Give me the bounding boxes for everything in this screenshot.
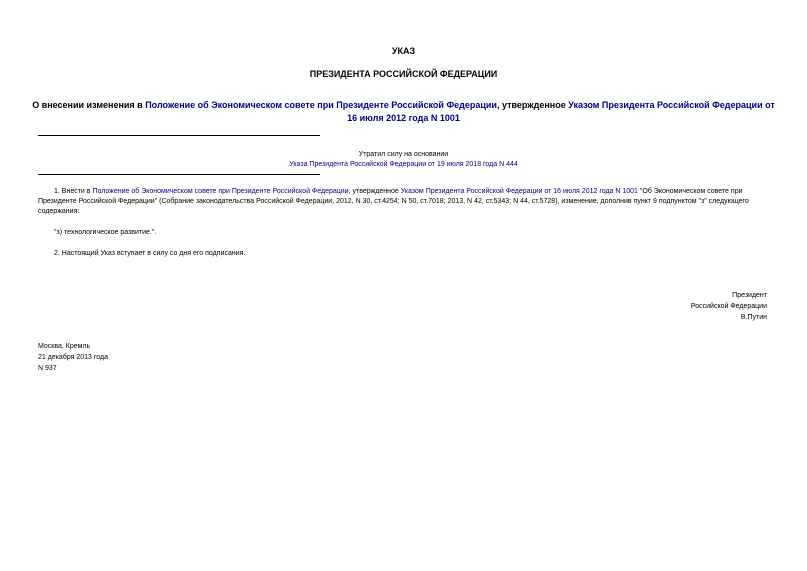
signature-line-2: Российской Федерации bbox=[690, 303, 767, 310]
divider-top bbox=[38, 135, 320, 136]
subject-text-1: О внесении изменения в bbox=[32, 100, 146, 110]
document-subject bbox=[30, 99, 777, 125]
p1-text-3: "Об Экономическом совете при Президенте Российской Федерации" (Собрание законодательства Российской Федерации, 2012, N 30, ст.4254; N 50, ст.7018; 2013, N 42, ст.5343; N 44, ст.5728), изменение, дополнив пункт 9 подпунктом "з" следующего содержания: bbox=[38, 188, 749, 215]
quoted-amendment: "з) технологическое развитие.". bbox=[54, 229, 157, 236]
place-date: 21 декабря 2013 года bbox=[38, 354, 109, 361]
document-title: УКАЗ bbox=[391, 46, 416, 56]
status-text: Утратил силу на основании bbox=[358, 151, 449, 158]
p1-regulation-link[interactable]: Положение об Экономическом совете при Президенте Российской Федерации bbox=[92, 188, 349, 195]
paragraph-1 bbox=[38, 187, 772, 217]
document-subtitle: ПРЕЗИДЕНТА РОССИЙСКОЙ ФЕДЕРАЦИИ bbox=[309, 69, 498, 79]
repeal-decree-link[interactable]: Указа Президента Российской Федерации от 19 июля 2018 года N 444 bbox=[289, 161, 518, 168]
divider-bottom bbox=[38, 174, 320, 175]
place-city: Москва, Кремль bbox=[38, 343, 91, 350]
paragraph-2: 2. Настоящий Указ вступает в силу со дня его подписания. bbox=[54, 250, 246, 257]
signature-line-3: В.Путин bbox=[740, 314, 767, 321]
decree-number: N 937 bbox=[38, 365, 57, 372]
signature-line-1: Президент bbox=[732, 292, 767, 299]
regulation-link[interactable]: Положение об Экономическом совете при Президенте Российской Федерации bbox=[145, 100, 497, 110]
decree-link[interactable]: Указом Президента Российской Федерации от 16 июля 2012 года N 1001 bbox=[347, 100, 775, 123]
p1-text-2: , утвержденное bbox=[348, 188, 401, 195]
subject-text-2: , утвержденное bbox=[496, 100, 569, 110]
signature-block bbox=[691, 290, 767, 323]
p1-text-1: 1. Внести в bbox=[54, 188, 93, 195]
place-date-block bbox=[38, 341, 108, 374]
p1-decree-link[interactable]: Указом Президента Российской Федерации от 16 июля 2012 года N 1001 bbox=[400, 188, 638, 195]
